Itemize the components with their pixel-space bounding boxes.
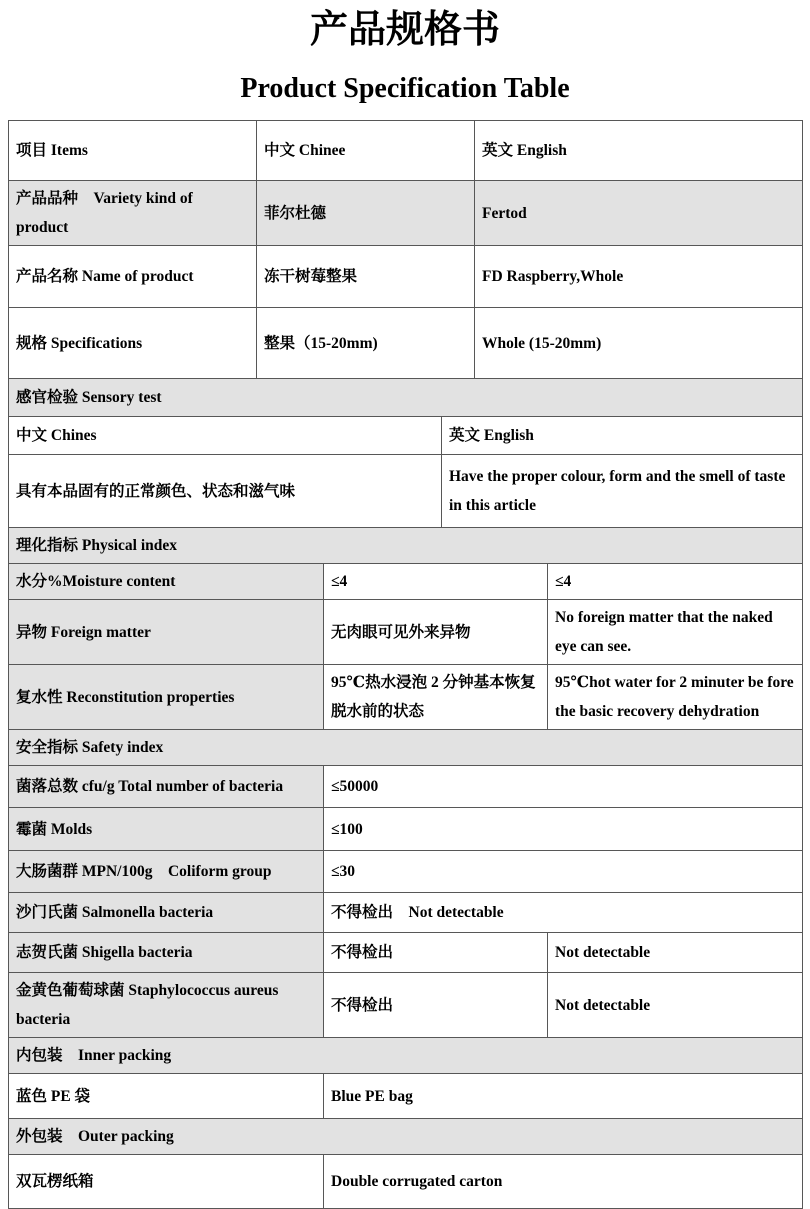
row-coliform (9, 851, 802, 893)
moisture-label-cell: 水分%Moisture content (9, 564, 323, 599)
variety-cn-cell: 菲尔杜德 (256, 181, 474, 245)
molds-label-cell: 霉菌 Molds (9, 808, 323, 850)
sensory-cn-desc-cell: 具有本品固有的正常颜色、状态和滋气味 (16, 482, 296, 500)
sensory-section-header-cell: 感官检验 Sensory test (9, 379, 802, 416)
row-molds (9, 808, 802, 851)
inner-packing-en-cell: Blue PE bag (323, 1074, 802, 1118)
row-staphylococcus (9, 973, 802, 1038)
row-physical-section (9, 528, 802, 564)
coliform-value-cell: ≤30 (323, 851, 802, 892)
salmonella-value-cell: 不得检出 Not detectable (323, 893, 802, 932)
sensory-cn-header-cell: 中文 Chines (16, 427, 97, 445)
document-title-english: Product Specification Table (240, 72, 570, 104)
outer-packing-en-cell: Double corrugated carton (323, 1155, 802, 1208)
row-header-items (9, 121, 802, 181)
coliform-label-cell: 大肠菌群 MPN/100g Coliform group (9, 851, 323, 892)
total-bacteria-label-cell: 菌落总数 cfu/g Total number of bacteria (9, 766, 323, 807)
row-product-name (9, 246, 802, 308)
spec-label-cell: 规格 Specifications (16, 334, 143, 352)
staphylococcus-cn-cell: 不得检出 (323, 973, 547, 1037)
reconstitution-en-cell: 95℃hot water for 2 minuter be fore the basic recovery dehydration (547, 665, 802, 729)
shigella-en-cell: Not detectable (547, 933, 802, 972)
row-reconstitution (9, 665, 802, 730)
row-total-bacteria (9, 766, 802, 808)
row-sensory-description (9, 455, 802, 528)
reconstitution-label-cell: 复水性 Reconstitution properties (9, 665, 323, 729)
variety-en-cell: Fertod (474, 181, 802, 245)
row-variety (9, 181, 802, 246)
moisture-en-cell: ≤4 (547, 564, 802, 599)
foreign-matter-cn-cell: 无肉眼可见外来异物 (323, 600, 547, 664)
sensory-en-desc-cell: Have the proper colour, form and the smell of taste in this article (441, 455, 802, 527)
row-salmonella (9, 893, 802, 933)
row-foreign-matter (9, 600, 802, 665)
items-header-cell: 项目 Items (16, 142, 88, 160)
chinese-header-cell: 中文 Chinee (256, 121, 474, 180)
row-outer-packing (9, 1155, 802, 1208)
name-en-cell: FD Raspberry,Whole (474, 246, 802, 307)
physical-section-header-cell: 理化指标 Physical index (9, 528, 802, 563)
salmonella-label-cell: 沙门氏菌 Salmonella bacteria (9, 893, 323, 932)
inner-packing-section-header-cell: 内包装 Inner packing (9, 1038, 802, 1073)
row-specifications (9, 308, 802, 379)
row-inner-packing (9, 1074, 802, 1119)
row-shigella (9, 933, 802, 973)
staphylococcus-label-cell: 金黄色葡萄球菌 Staphylococcus aureus bacteria (9, 973, 323, 1037)
total-bacteria-value-cell: ≤50000 (323, 766, 802, 807)
inner-packing-cn-cell: 蓝色 PE 袋 (16, 1087, 91, 1105)
staphylococcus-en-cell: Not detectable (547, 973, 802, 1037)
row-sensory-section (9, 379, 802, 417)
row-safety-section (9, 730, 802, 766)
row-inner-packing-section (9, 1038, 802, 1074)
reconstitution-cn-cell: 95℃热水浸泡 2 分钟基本恢复脱水前的状态 (323, 665, 547, 729)
product-specification-table (8, 120, 803, 1209)
foreign-matter-en-cell: No foreign matter that the naked eye can see. (547, 600, 802, 664)
safety-section-header-cell: 安全指标 Safety index (9, 730, 802, 765)
molds-value-cell: ≤100 (323, 808, 802, 850)
row-sensory-header (9, 417, 802, 455)
english-header-cell: 英文 English (474, 121, 802, 180)
row-moisture (9, 564, 802, 600)
sensory-en-header-cell: 英文 English (441, 417, 802, 454)
name-cn-cell: 冻干树莓整果 (256, 246, 474, 307)
foreign-matter-label-cell: 异物 Foreign matter (9, 600, 323, 664)
outer-packing-section-header-cell: 外包装 Outer packing (9, 1119, 802, 1154)
variety-label-cell: 产品品种 Variety kind of product (9, 181, 256, 245)
spec-en-cell: Whole (15-20mm) (474, 308, 802, 378)
shigella-label-cell: 志贺氏菌 Shigella bacteria (9, 933, 323, 972)
shigella-cn-cell: 不得检出 (323, 933, 547, 972)
moisture-cn-cell: ≤4 (323, 564, 547, 599)
row-outer-packing-section (9, 1119, 802, 1155)
outer-packing-cn-cell: 双瓦楞纸箱 (16, 1173, 94, 1191)
name-label-cell: 产品名称 Name of product (16, 268, 194, 286)
spec-cn-cell: 整果（15-20mm) (256, 308, 474, 378)
document-title-chinese: 产品规格书 (309, 9, 500, 51)
